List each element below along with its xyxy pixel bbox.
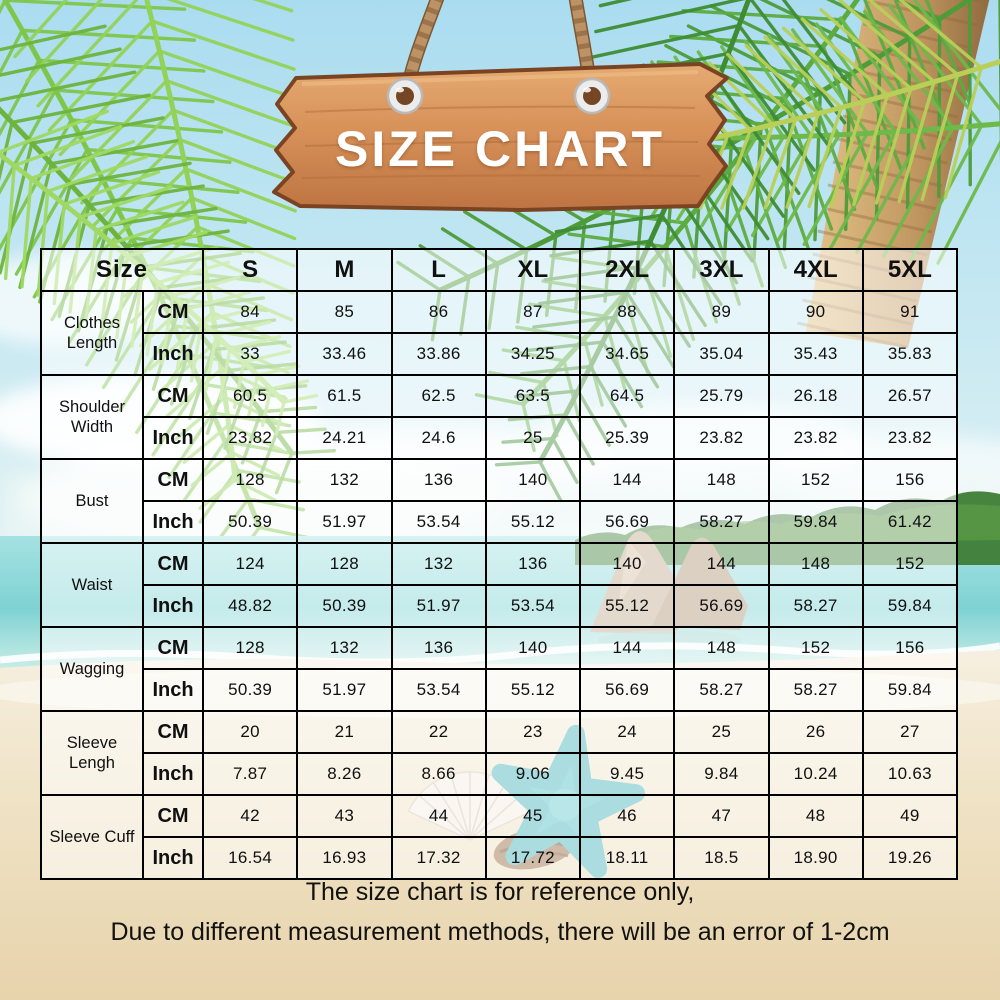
value-cell: 49 [863,795,957,837]
footer-line-2: Due to different measurement methods, there will be an error of 1-2cm [110,918,890,946]
value-cell: 64.5 [580,375,674,417]
value-cell: 61.42 [863,501,957,543]
table-row [41,627,957,669]
value-cell: 148 [769,543,863,585]
table-row [41,669,957,711]
value-cell: 55.12 [486,501,580,543]
unit-cell: CM [143,375,203,417]
value-cell: 90 [769,291,863,333]
table-row [41,417,957,459]
value-cell: 35.04 [674,333,768,375]
size-col-header: S [203,249,297,291]
value-cell: 10.63 [863,753,957,795]
value-cell: 22 [392,711,486,753]
value-cell: 53.54 [486,585,580,627]
value-cell: 23.82 [203,417,297,459]
value-cell: 25 [674,711,768,753]
unit-cell: Inch [143,417,203,459]
value-cell: 140 [486,627,580,669]
table-row [41,753,957,795]
value-cell: 34.25 [486,333,580,375]
size-chart-table [40,248,958,880]
value-cell: 18.5 [674,837,768,879]
value-cell: 25.79 [674,375,768,417]
size-corner-header: Size [41,249,203,291]
value-cell: 9.06 [486,753,580,795]
value-cell: 152 [769,459,863,501]
value-cell: 136 [392,627,486,669]
table-row [41,501,957,543]
value-cell: 59.84 [863,669,957,711]
value-cell: 34.65 [580,333,674,375]
value-cell: 19.26 [863,837,957,879]
value-cell: 58.27 [769,669,863,711]
value-cell: 156 [863,627,957,669]
unit-cell: CM [143,459,203,501]
unit-cell: CM [143,627,203,669]
value-cell: 35.43 [769,333,863,375]
value-cell: 27 [863,711,957,753]
value-cell: 17.32 [392,837,486,879]
value-cell: 87 [486,291,580,333]
value-cell: 8.66 [392,753,486,795]
measurement-label: Wagging [41,627,143,711]
table-row [41,711,957,753]
unit-cell: Inch [143,585,203,627]
value-cell: 20 [203,711,297,753]
unit-cell: CM [143,543,203,585]
value-cell: 144 [580,459,674,501]
value-cell: 59.84 [769,501,863,543]
value-cell: 124 [203,543,297,585]
value-cell: 128 [297,543,391,585]
value-cell: 58.27 [674,501,768,543]
table-row [41,333,957,375]
value-cell: 84 [203,291,297,333]
value-cell: 21 [297,711,391,753]
value-cell: 9.84 [674,753,768,795]
value-cell: 26.57 [863,375,957,417]
value-cell: 17.72 [486,837,580,879]
value-cell: 61.5 [297,375,391,417]
table-row [41,543,957,585]
size-col-header: L [392,249,486,291]
unit-cell: Inch [143,753,203,795]
value-cell: 55.12 [580,585,674,627]
measurement-label: Bust [41,459,143,543]
unit-cell: CM [143,795,203,837]
value-cell: 46 [580,795,674,837]
value-cell: 140 [486,459,580,501]
value-cell: 24.6 [392,417,486,459]
size-col-header: 2XL [580,249,674,291]
value-cell: 53.54 [392,501,486,543]
value-cell: 152 [863,543,957,585]
value-cell: 56.69 [580,669,674,711]
value-cell: 58.27 [674,669,768,711]
value-cell: 148 [674,459,768,501]
value-cell: 50.39 [297,585,391,627]
value-cell: 85 [297,291,391,333]
value-cell: 35.83 [863,333,957,375]
value-cell: 136 [486,543,580,585]
table-row [41,375,957,417]
value-cell: 51.97 [297,501,391,543]
table-row [41,291,957,333]
value-cell: 48.82 [203,585,297,627]
value-cell: 91 [863,291,957,333]
value-cell: 23.82 [863,417,957,459]
value-cell: 86 [392,291,486,333]
value-cell: 7.87 [203,753,297,795]
unit-cell: Inch [143,333,203,375]
measurement-label: Sleeve Lengh [41,711,143,795]
table-row [41,795,957,837]
value-cell: 140 [580,543,674,585]
sign-title: SIZE CHART [335,121,665,177]
value-cell: 24.21 [297,417,391,459]
value-cell: 89 [674,291,768,333]
value-cell: 132 [392,543,486,585]
value-cell: 56.69 [674,585,768,627]
value-cell: 9.45 [580,753,674,795]
value-cell: 18.11 [580,837,674,879]
value-cell: 16.54 [203,837,297,879]
measurement-label: Waist [41,543,143,627]
value-cell: 50.39 [203,669,297,711]
value-cell: 59.84 [863,585,957,627]
value-cell: 18.90 [769,837,863,879]
value-cell: 132 [297,459,391,501]
measurement-label: Shoulder Width [41,375,143,459]
value-cell: 156 [863,459,957,501]
size-col-header: 4XL [769,249,863,291]
value-cell: 51.97 [392,585,486,627]
value-cell: 144 [674,543,768,585]
value-cell: 10.24 [769,753,863,795]
value-cell: 33.86 [392,333,486,375]
header-row [41,249,957,291]
unit-cell: CM [143,711,203,753]
measurement-label: Clothes Length [41,291,143,375]
value-cell: 43 [297,795,391,837]
value-cell: 144 [580,627,674,669]
value-cell: 152 [769,627,863,669]
value-cell: 55.12 [486,669,580,711]
value-cell: 132 [297,627,391,669]
value-cell: 51.97 [297,669,391,711]
value-cell: 23.82 [674,417,768,459]
footer-line-1: The size chart is for reference only, [305,878,695,906]
value-cell: 63.5 [486,375,580,417]
unit-cell: Inch [143,669,203,711]
value-cell: 128 [203,459,297,501]
value-cell: 16.93 [297,837,391,879]
value-cell: 56.69 [580,501,674,543]
size-col-header: M [297,249,391,291]
value-cell: 136 [392,459,486,501]
table-row [41,459,957,501]
value-cell: 23 [486,711,580,753]
value-cell: 148 [674,627,768,669]
table-body [41,291,957,879]
value-cell: 42 [203,795,297,837]
size-col-header: 5XL [863,249,957,291]
value-cell: 25.39 [580,417,674,459]
unit-cell: CM [143,291,203,333]
unit-cell: Inch [143,501,203,543]
value-cell: 62.5 [392,375,486,417]
value-cell: 23.82 [769,417,863,459]
value-cell: 26 [769,711,863,753]
value-cell: 45 [486,795,580,837]
value-cell: 25 [486,417,580,459]
value-cell: 24 [580,711,674,753]
grommet-left [388,79,422,113]
grommet-right [575,79,609,113]
value-cell: 26.18 [769,375,863,417]
value-cell: 33.46 [297,333,391,375]
table-row [41,585,957,627]
value-cell: 33 [203,333,297,375]
value-cell: 58.27 [769,585,863,627]
value-cell: 47 [674,795,768,837]
value-cell: 8.26 [297,753,391,795]
value-cell: 60.5 [203,375,297,417]
value-cell: 44 [392,795,486,837]
value-cell: 53.54 [392,669,486,711]
value-cell: 48 [769,795,863,837]
value-cell: 88 [580,291,674,333]
unit-cell: Inch [143,837,203,879]
size-col-header: 3XL [674,249,768,291]
value-cell: 50.39 [203,501,297,543]
size-col-header: XL [486,249,580,291]
measurement-label: Sleeve Cuff [41,795,143,879]
footer-note [0,872,1000,952]
value-cell: 128 [203,627,297,669]
